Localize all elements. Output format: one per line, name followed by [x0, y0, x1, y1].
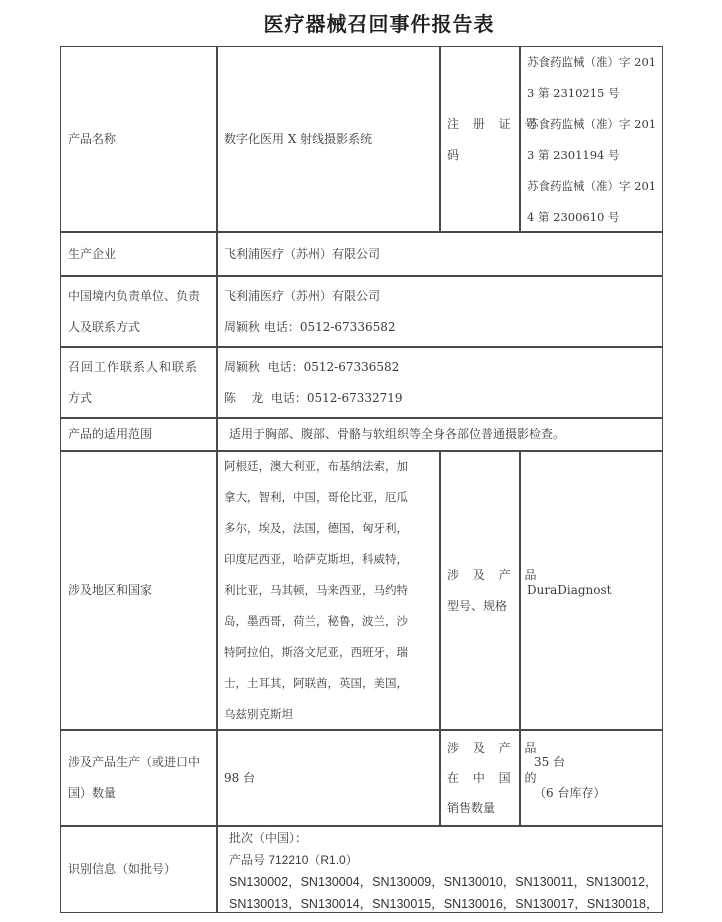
scope-value-cell — [216, 417, 663, 452]
regions-value-cell — [216, 450, 441, 731]
product-number: 产品号 712210（R1.0） — [229, 853, 358, 867]
product-name-label-cell — [60, 46, 218, 233]
quantity-label-cell — [60, 729, 218, 827]
serial-numbers-line-1: SN130002，SN130004，SN130009，SN130010，SN130011，SN130012， — [229, 875, 658, 889]
quantity-value: 98 台 — [224, 770, 256, 785]
china-responsible-contact: 周颖秋 电话：0512-67336582 — [224, 319, 396, 334]
region-line: 多尔，埃及，法国，德国，匈牙利， — [224, 521, 408, 535]
manufacturer-value-cell — [216, 231, 663, 277]
registration-number-line: 4 第 2300610 号 — [527, 209, 620, 224]
region-line: 乌兹别克斯坦 — [224, 707, 293, 721]
manufacturer-label: 生产企业 — [68, 246, 117, 261]
china-sales-label-line-3: 销售数量 — [447, 801, 496, 815]
china-responsible-company: 飞利浦医疗（苏州）有限公司 — [224, 288, 381, 303]
registration-number-line: 苏食药监械（准）字 201 — [527, 54, 657, 69]
china-responsible-value-cell — [216, 275, 663, 348]
quantity-value-cell — [216, 729, 441, 827]
region-line: 印度尼西亚，哈萨克斯坦，科威特， — [224, 552, 408, 566]
batch-label: 批次（中国）： — [229, 831, 308, 845]
recall-contact-label-line-1: 召回工作联系人和联系 — [68, 359, 199, 374]
registration-numbers-cell — [519, 46, 663, 233]
region-line: 利比亚，马其顿，马来西亚，马约特 — [224, 583, 408, 597]
model-label-cell — [439, 450, 542, 731]
product-name-value: 数字化医用 X 射线摄影系统 — [224, 132, 373, 146]
registration-label-line-2: 码 — [447, 147, 460, 162]
region-line: 士，土耳其，阿联酋，英国，美国， — [224, 676, 408, 690]
scope-label: 产品的适用范围 — [68, 427, 153, 441]
serial-numbers-line-2: SN130013，SN130014，SN130015，SN130016，SN130017，SN130018， — [229, 897, 659, 911]
china-sales-value-cell — [519, 729, 663, 827]
recall-contact-label-cell — [60, 346, 218, 419]
recall-contact-2: 陈 龙 电话：0512-67332719 — [224, 390, 403, 405]
model-value: DuraDiagnost — [527, 583, 612, 597]
quantity-label-line-1: 涉及产品生产（或进口中 — [68, 755, 201, 769]
registration-number-line: 苏食药监械（准）字 201 — [527, 116, 657, 131]
registration-label-line-1: 注 册 证 号 — [447, 116, 542, 131]
product-name-value-cell — [216, 46, 441, 233]
china-sales-value: 35 台 — [534, 755, 566, 769]
model-label-line-2: 型号、规格 — [447, 598, 508, 613]
china-sales-stock: （6 台库存） — [534, 786, 606, 800]
region-line: 阿根廷，澳大利亚，布基纳法索，加 — [224, 459, 408, 473]
identification-label-cell — [60, 825, 218, 913]
registration-label-cell — [439, 46, 542, 233]
model-label-line-1: 涉 及 产 品 — [447, 567, 542, 582]
regions-label-cell — [60, 450, 218, 731]
china-responsible-label-cell — [60, 275, 218, 348]
registration-number-line: 3 第 2310215 号 — [527, 85, 620, 100]
china-sales-label-line-2: 在 中 国 的 — [447, 771, 542, 785]
quantity-label-line-2: 国）数量 — [68, 786, 117, 800]
identification-value-cell — [216, 825, 663, 913]
china-responsible-label-line-2: 人及联系方式 — [68, 319, 141, 334]
registration-number-line: 3 第 2301194 号 — [527, 147, 620, 162]
china-sales-label-line-1: 涉 及 产 品 — [447, 741, 542, 755]
registration-number-line: 苏食药监械（准）字 201 — [527, 178, 657, 193]
recall-contact-value-cell — [216, 346, 663, 419]
regions-label: 涉及地区和国家 — [68, 583, 153, 597]
product-name-label: 产品名称 — [68, 132, 117, 146]
scope-value: 适用于胸部、腹部、骨骼与软组织等全身各部位普通摄影检查。 — [229, 427, 566, 441]
recall-contact-label-line-2: 方式 — [68, 390, 93, 405]
china-sales-label-cell — [439, 729, 542, 827]
page-title: 医疗器械召回事件报告表 — [263, 12, 495, 36]
manufacturer-label-cell — [60, 231, 218, 277]
region-line: 特阿拉伯，斯洛文尼亚，西班牙，瑞 — [224, 645, 408, 659]
recall-contact-1: 周颖秋 电话：0512-67336582 — [224, 359, 400, 374]
region-line: 拿大，智利，中国，哥伦比亚，厄瓜 — [224, 490, 408, 504]
china-responsible-label-line-1: 中国境内负责单位、负责 — [68, 288, 201, 303]
scope-label-cell — [60, 417, 218, 452]
manufacturer-value: 飞利浦医疗（苏州）有限公司 — [224, 246, 381, 261]
model-value-cell — [519, 450, 663, 731]
identification-label: 识别信息（如批号） — [68, 861, 177, 876]
region-line: 岛，墨西哥，荷兰，秘鲁，波兰，沙 — [224, 614, 408, 628]
